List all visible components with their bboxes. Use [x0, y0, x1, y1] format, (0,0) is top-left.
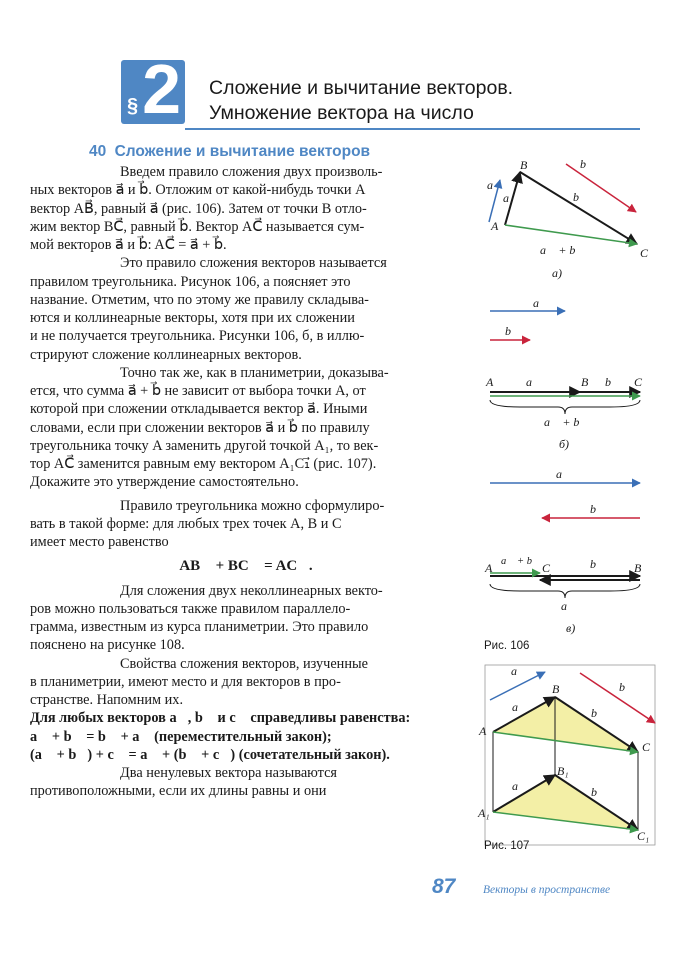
point-label: C — [640, 246, 649, 260]
vector-label: b⃗ — [591, 785, 607, 799]
vector-label: a⃗ + b⃗ — [544, 415, 589, 429]
vector-label: a⃗ — [561, 599, 577, 613]
running-footer: Векторы в пространстве — [483, 884, 611, 896]
text-line: ров можно пользоваться также правилом параллело- — [30, 600, 351, 617]
sub-figure-label: в) — [566, 621, 576, 635]
point-label: A — [486, 375, 494, 389]
point-label: B — [581, 375, 589, 389]
text-line: треугольника точку A заменить другой точкой A₁, то век- — [30, 437, 379, 454]
vector-label: a⃗ — [512, 779, 528, 793]
text-line: (a⃗ + b⃗) + c⃗ = a⃗ + (b⃗ + c⃗) (сочетательный закон). — [30, 746, 390, 763]
point-label: C — [542, 561, 551, 575]
vector-label: b⃗ — [573, 190, 589, 204]
chapter-title-line2: Умножение вектора на число — [209, 102, 474, 124]
point-label: B — [520, 158, 528, 172]
vector-label: b⃗ — [580, 157, 596, 171]
vector-label: b⃗ — [590, 557, 606, 571]
text-line: Для сложения двух неколлинеарных векто- — [120, 582, 383, 599]
point-label: A — [479, 724, 487, 738]
section-heading-title: Сложение и вычитание векторов — [114, 143, 371, 160]
section-number: 2 — [142, 50, 181, 128]
sub-figure-label: а) — [552, 266, 562, 280]
text-line: Два ненулевых вектора называются — [120, 765, 338, 781]
vector-label: a⃗ + b⃗ — [501, 556, 541, 567]
vector-label: a⃗ — [503, 191, 519, 205]
text-line: Правило треугольника можно сформулиро- — [120, 497, 385, 514]
sub-figure-label: б) — [559, 437, 570, 451]
text-line: Точно так же, как в планиметрии, доказыва- — [120, 364, 389, 381]
vector-label: b⃗ — [590, 502, 606, 516]
text-line: Для любых векторов a⃗, b⃗ и c⃗ справедливы равенства: — [30, 710, 411, 727]
text-line: в планиметрии, имеют место и для векторов в про- — [30, 673, 341, 690]
vector-label: b⃗ — [605, 375, 621, 389]
text-line: Введем правило сложения двух произволь- — [120, 164, 383, 180]
vector-label: a⃗ — [511, 664, 527, 678]
formula-triangle-rule: AB⃗ + BC⃗ = AC⃗. — [179, 558, 313, 575]
text-line: странстве. Напомним их. — [30, 692, 184, 708]
text-line: ется, что сумма a⃗ + b⃗ не зависит от выбора точки A, от — [30, 383, 366, 399]
text-line: противоположными, если их длины равны и они — [30, 783, 327, 800]
vector-label: a⃗ — [526, 375, 542, 389]
text-line: вать в такой форме: для любых трех точек A, B и C — [30, 515, 342, 532]
text-line: мой векторов a⃗ и b⃗: AC⃗ = a⃗ + b⃗. — [30, 237, 227, 253]
brace — [490, 584, 640, 598]
text-line: ются и коллинеарные векторы, хотя при их сложении — [30, 310, 355, 326]
text-line: словами, если при сложении векторов a⃗ и b⃗ по правилу — [30, 419, 370, 436]
vector-BC — [520, 172, 637, 244]
figure-106c — [490, 483, 640, 598]
chapter-title-line1: Сложение и вычитание векторов. — [209, 77, 514, 99]
text-line: имеет место равенство — [30, 534, 169, 550]
text-line: правилом треугольника. Рисунок 106, а поясняет это — [30, 273, 351, 290]
vector-AC — [505, 225, 637, 244]
brace — [490, 400, 640, 414]
point-label: B — [634, 561, 642, 575]
text-line: Свойства сложения векторов, изученные — [120, 655, 368, 672]
point-label: A — [485, 561, 493, 575]
point-label: C₁ — [637, 829, 650, 843]
text-line: ных векторов a⃗ и b⃗. Отложим от какой-нибудь точки A — [30, 182, 366, 199]
figure-caption-107: Рис. 107 — [484, 840, 530, 852]
vector-label: a⃗ — [533, 296, 549, 310]
point-label: A — [491, 219, 499, 233]
vector-label: a⃗ — [556, 467, 572, 481]
text-line: Это правило сложения векторов называется — [120, 255, 387, 272]
point-label: A₁ — [478, 806, 490, 820]
vector-label: b⃗ — [619, 680, 635, 694]
point-label: B — [552, 682, 560, 696]
text-line: a⃗ + b⃗ = b⃗ + a⃗ (переместительный закон); — [30, 728, 332, 745]
section-heading-number: 40 — [89, 143, 107, 160]
text-line: тор AC⃗ заменится равным ему вектором A₁C₁⃗ (рис. 107). — [30, 456, 377, 472]
point-label: C — [642, 740, 651, 754]
vector-label: a⃗ — [487, 178, 503, 192]
text-line: и не получается треугольника. Рисунки 106, б, в иллю- — [30, 328, 365, 345]
vector-label: b⃗ — [505, 324, 521, 338]
figure-caption-106: Рис. 106 — [484, 640, 530, 652]
text-line: Докажите это утверждение самостоятельно. — [30, 474, 299, 491]
point-label: C — [634, 375, 643, 389]
vector-label: a⃗ + b⃗ — [540, 243, 585, 257]
text-line: грамма, известным из курса планиметрии. Это правило — [30, 619, 369, 635]
vector-label: b⃗ — [591, 706, 607, 720]
text-line: жим вектор BC⃗, равный b⃗. Вектор AC⃗ называется сум- — [30, 218, 365, 235]
text-line: пояснено на рисунке 108. — [30, 637, 185, 654]
text-line: вектор AB⃗, равный a⃗ (рис. 106). Затем от точки B отло- — [30, 200, 367, 217]
point-label: B₁ — [557, 764, 569, 778]
vector-label: a⃗ — [512, 700, 528, 714]
text-line: стрируют сложение коллинеарных векторов. — [30, 346, 302, 363]
text-line: которой при сложении откладывается вектор a⃗. Иными — [30, 401, 368, 418]
page-number: 87 — [432, 875, 456, 898]
text-line: название. Отметим, что по этому же правилу складыва- — [30, 291, 369, 308]
section-symbol: § — [127, 95, 139, 117]
